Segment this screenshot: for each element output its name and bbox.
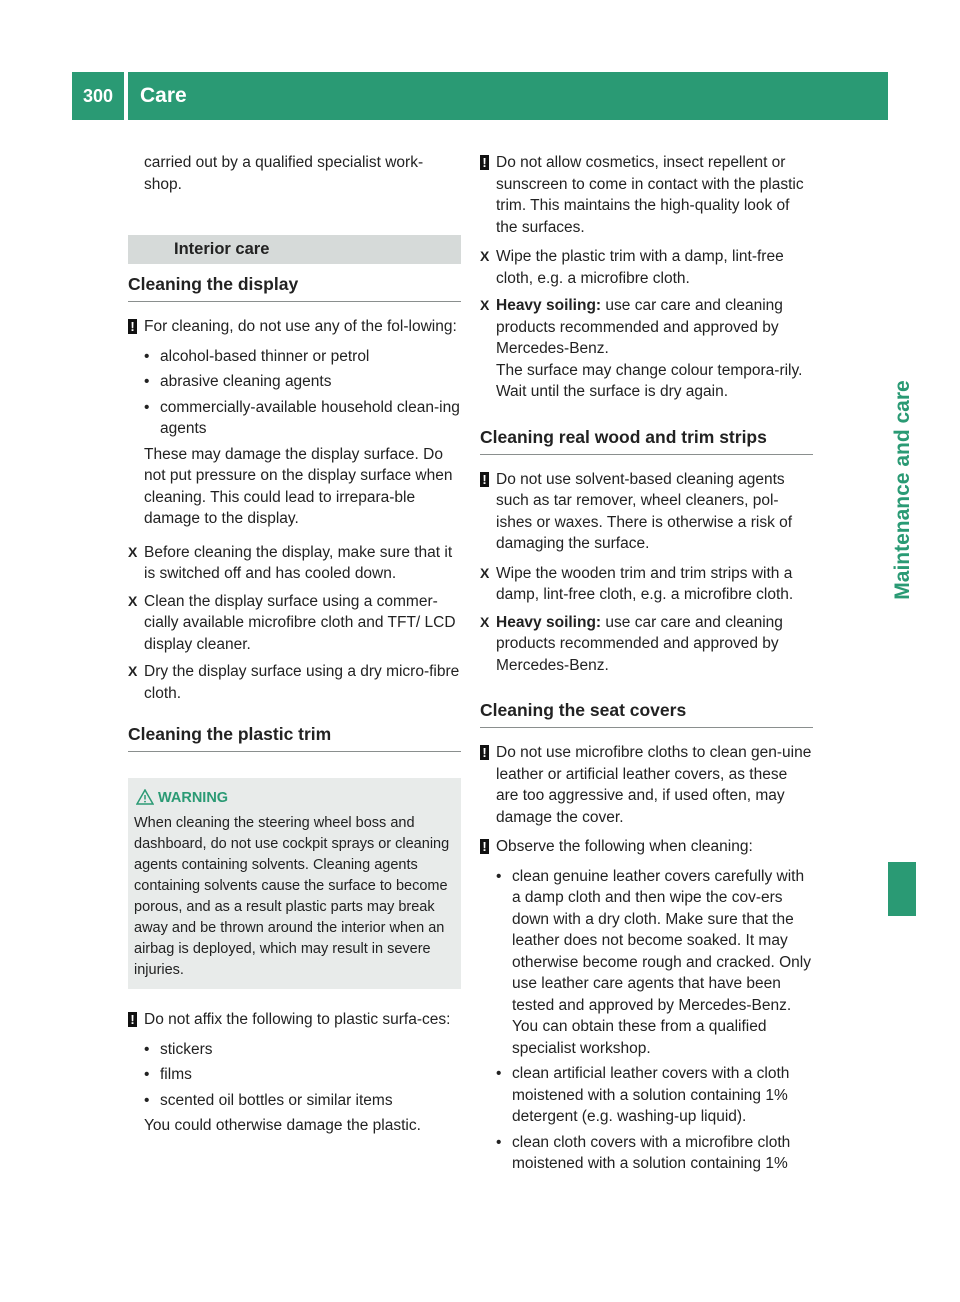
- step-item: [128, 661, 461, 704]
- side-tab-marker: [888, 862, 916, 916]
- list-item: [480, 1132, 813, 1175]
- step-label: Heavy soiling:: [496, 297, 602, 314]
- note-marker-icon: !: [480, 745, 489, 760]
- list-item: [128, 1064, 461, 1086]
- side-section-label: [883, 320, 923, 660]
- step-marker-icon: X: [480, 613, 490, 630]
- step-text: Wipe the wooden trim and trim strips with a damp, lint-free cloth, e.g. a microfibre cloth.: [496, 564, 794, 603]
- list-item: [128, 371, 461, 393]
- step-item: [480, 563, 813, 606]
- list-item: [128, 1090, 461, 1112]
- list-item: [480, 866, 813, 1060]
- bullet-icon: •: [144, 1091, 150, 1109]
- note-display-outro: These may damage the display surface. Do not put pressure on the display surface when cleaning. This could lead to irrepara-ble damage to the display.: [144, 445, 453, 527]
- section-heading-interior-care: Interior care: [128, 235, 461, 264]
- bullet-icon: •: [144, 347, 150, 365]
- list-item-text: alcohol-based thinner or petrol: [160, 347, 370, 365]
- list-item-text: commercially-available household clean-ing agents: [160, 398, 460, 437]
- list-item: [480, 1063, 813, 1128]
- page-number: 300: [72, 72, 124, 120]
- step-item: [128, 591, 461, 656]
- warning-box: [128, 778, 461, 989]
- right-column: [480, 152, 813, 1179]
- note-plastic-intro: Do not affix the following to plastic surfa-ces:: [144, 1011, 451, 1028]
- step-text: use car care and cleaning products recommended and approved by Mercedes-Benz.: [496, 613, 783, 674]
- warning-title: [134, 788, 453, 809]
- note-text: Do not use solvent-based cleaning agents such as tar remover, wheel cleaners, pol-ishes or waxes. There is otherwise a risk of damaging the surface.: [496, 470, 793, 552]
- step-item: [128, 542, 461, 585]
- side-section-label-text: Maintenance and care: [891, 380, 914, 600]
- bullet-icon: •: [496, 1133, 502, 1151]
- step-marker-icon: X: [128, 663, 138, 679]
- step-marker-icon: X: [480, 564, 490, 581]
- note-seats-microfibre: [480, 742, 813, 828]
- list-item-text: clean genuine leather covers carefully with a damp cloth and then wipe the cov-ers down with a dry cloth. Make sure that the leather does not become soaked. It may otherwise become rough and cracked. Only use leather care agents that have been tested and approved by Mercedes-Benz. You can obtain these from a qualified specialist workshop.: [512, 867, 811, 1057]
- step-item: [480, 246, 813, 289]
- note-marker-icon: !: [480, 472, 489, 487]
- list-item: [128, 346, 461, 368]
- note-seats-observe: [480, 836, 813, 858]
- step-text: use car care and cleaning products recommended and approved by Mercedes-Benz.: [496, 297, 783, 357]
- note-text: Observe the following when cleaning:: [496, 838, 753, 855]
- note-plastic-outro: You could otherwise damage the plastic.: [144, 1117, 421, 1134]
- step-extra-text: The surface may change colour tempora-rily. Wait until the surface is dry again.: [496, 361, 803, 400]
- step-text: Before cleaning the display, make sure that it is switched off and has cooled down.: [144, 543, 453, 582]
- warning-triangle-icon: [136, 789, 154, 805]
- heading-cleaning-seat-covers: Cleaning the seat covers: [480, 698, 813, 728]
- note-display: [128, 316, 461, 338]
- step-marker-icon: X: [128, 543, 138, 560]
- list-item-text: abrasive cleaning agents: [160, 373, 332, 390]
- note-marker-icon: !: [128, 1012, 137, 1027]
- bullet-icon: •: [496, 1065, 502, 1082]
- list-item-text: stickers: [160, 1040, 213, 1058]
- list-item-text: clean artificial leather covers with a cloth moistened with a solution containing 1% detergent (e.g. washing-up liquid).: [512, 1065, 790, 1125]
- note-plastic: [128, 1009, 461, 1031]
- note-wood: [480, 469, 813, 555]
- intro-text: carried out by a qualified specialist work-shop.: [144, 154, 424, 193]
- list-item: [128, 397, 461, 440]
- note-marker-icon: !: [480, 839, 489, 854]
- step-text: Dry the display surface using a dry micro-fibre cloth.: [144, 663, 460, 702]
- heading-cleaning-wood: Cleaning real wood and trim strips: [480, 425, 813, 455]
- bullet-icon: •: [144, 398, 150, 416]
- bullet-icon: •: [144, 373, 150, 390]
- list-item-text: films: [160, 1066, 192, 1083]
- note-marker-icon: !: [128, 319, 137, 334]
- list-item: [128, 1039, 461, 1061]
- header-bar: [128, 72, 888, 120]
- warning-text: When cleaning the steering wheel boss and dashboard, do not use cockpit sprays or cleaning agents containing solvents. Cleaning agents containing solvents cause the surface to become porous, and as a result plastic parts may break away and be thrown around the interior when an airbag is deployed, which may result in severe injuries.: [134, 815, 450, 978]
- heading-cleaning-plastic: Cleaning the plastic trim: [128, 722, 461, 752]
- note-text: Do not use microfibre cloths to clean gen-uine leather or artificial leather covers, as these are too aggressive and, if used often, may damage the cover.: [496, 744, 812, 826]
- list-item-text: clean cloth covers with a microfibre cloth moistened with a solution containing 1%: [512, 1133, 791, 1172]
- step-text: Clean the display surface using a commer-cially available microfibre cloth and TFT/ LCD display cleaner.: [144, 592, 456, 653]
- note-plastic-cosmetics: [480, 152, 813, 238]
- note-display-intro: For cleaning, do not use any of the fol-lowing:: [144, 318, 457, 335]
- note-text: Do not allow cosmetics, insect repellent or sunscreen to come in contact with the plastic trim. This maintains the high-quality look of the surfaces.: [496, 154, 804, 236]
- note-marker-icon: !: [480, 155, 489, 170]
- heading-cleaning-display: Cleaning the display: [128, 272, 461, 302]
- list-item-text: scented oil bottles or similar items: [160, 1091, 393, 1109]
- step-marker-icon: X: [480, 248, 490, 264]
- step-text: Wipe the plastic trim with a damp, lint-free cloth, e.g. a microfibre cloth.: [496, 248, 784, 287]
- step-item: [480, 612, 813, 677]
- bullet-icon: •: [144, 1040, 150, 1058]
- step-marker-icon: X: [128, 592, 138, 609]
- bullet-icon: •: [496, 867, 502, 885]
- left-column: [128, 152, 461, 1149]
- bullet-icon: •: [144, 1066, 150, 1083]
- step-label: Heavy soiling:: [496, 613, 602, 631]
- step-marker-icon: X: [480, 297, 490, 313]
- step-item: [480, 295, 813, 403]
- page-title: Care: [140, 84, 187, 107]
- warning-title-text: WARNING: [158, 790, 229, 806]
